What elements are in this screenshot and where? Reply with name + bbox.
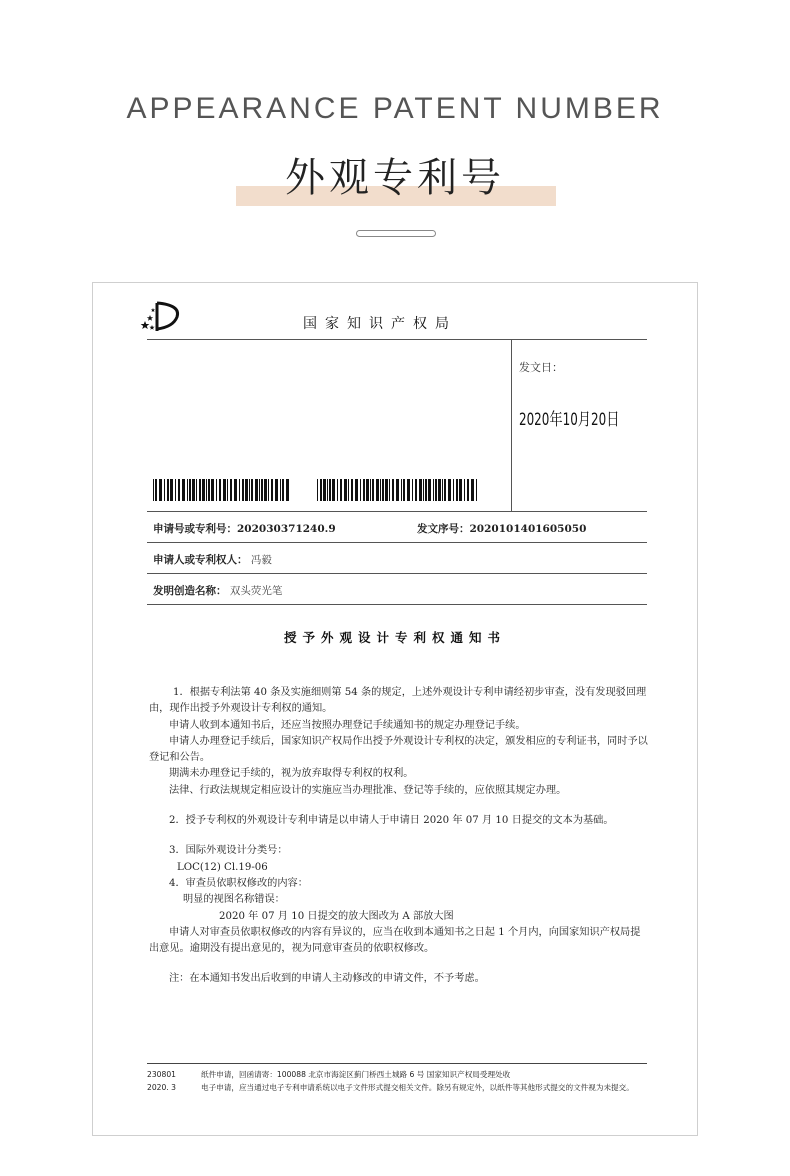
send-date-label: 发文日： — [519, 361, 563, 374]
english-title: APPEARANCE PATENT NUMBER — [126, 92, 664, 125]
paragraph: 申请人办理登记手续后，国家知识产权局作出授予外观设计专利权的决定，颁发相应的专利证书，同时予以登记和公告。 — [149, 735, 648, 764]
application-number: 202030371240.9 — [237, 523, 336, 535]
design-name-row — [153, 583, 282, 598]
paragraph: 期满未办理登记手续的，视为放弃取得专利权的权利。 — [169, 768, 414, 780]
divider-line — [147, 511, 647, 512]
paragraph: 4．审查员依职权修改的内容： — [169, 877, 308, 889]
paragraph: 注：在本通知书发出后收到的申请人主动修改的申请文件，不予考虑。 — [169, 973, 485, 985]
divider-line — [147, 542, 647, 543]
serial-number: 2020101401605050 — [469, 523, 587, 535]
serial-number-label: 发文序号： — [417, 523, 470, 535]
divider-line — [147, 604, 647, 605]
applicant-name: 冯毅 — [250, 554, 272, 566]
date-box-divider — [511, 339, 512, 511]
paragraph: 明显的视图名称错误： — [183, 894, 285, 906]
applicant-label: 申请人或专利权人： — [153, 554, 248, 566]
paragraph: 3．国际外观设计分类号： — [169, 845, 288, 857]
cnipa-logo-icon — [139, 299, 183, 333]
classification-code: LOC(12) Cl.19-06 — [177, 861, 268, 873]
notice-title: 授予外观设计专利权通知书 — [283, 630, 506, 645]
send-date-stamp: 2020年10月20日 — [519, 410, 620, 430]
electronic-application-note: 电子申请，应当通过电子专利申请系统以电子文件形式提交相关文件。除另有规定外，以纸件等其他形式提交的文件视为未提交。 — [201, 1082, 634, 1092]
applicant-row — [153, 552, 272, 567]
chinese-title: 外观专利号 — [285, 155, 505, 201]
footer-divider — [147, 1063, 647, 1064]
design-name: 双头荧光笔 — [229, 585, 283, 597]
application-number-row — [153, 521, 336, 536]
divider-line — [147, 573, 647, 574]
form-version: 2020. 3 — [147, 1082, 176, 1092]
paragraph: 2020 年 07 月 10 日提交的放大图改为 A 部放大图 — [219, 910, 454, 922]
paragraph: 2．授予专利权的外观设计专利申请是以申请人于申请日 2020 年 07 月 10 日提交的文本为基础。 — [169, 815, 614, 827]
design-name-label: 发明创造名称： — [153, 585, 227, 597]
notice-body — [149, 685, 649, 988]
barcode-right — [317, 479, 479, 501]
paragraph: 法律、行政法规规定相应设计的实施应当办理批准、登记等手续的，应依照其规定办理。 — [169, 784, 567, 796]
paragraph: 申请人对审查员依职权修改的内容有异议的，应当在收到本通知书之日起 1 个月内，向国家知识产权局提出意见。逾期没有提出意见的，视为同意审查员的依职权修改。 — [149, 926, 641, 955]
application-number-label: 申请号或专利号： — [153, 523, 237, 535]
form-code: 230801 — [147, 1070, 176, 1079]
paper-application-note: 纸件申请，回函请寄：100088 北京市海淀区蓟门桥西土城路 6 号 国家知识产权局受理处收 — [201, 1070, 511, 1079]
divider-line — [147, 339, 647, 340]
patent-notice-document — [92, 282, 698, 1136]
barcode-left — [153, 479, 289, 501]
office-name: 国家知识产权局 — [303, 316, 457, 332]
serial-number-row — [417, 521, 586, 536]
paragraph: 申请人收到本通知书后，还应当按照办理登记手续通知书的规定办理登记手续。 — [169, 719, 526, 731]
title-divider-pill — [356, 230, 436, 237]
paragraph: 1．根据专利法第 40 条及实施细则第 54 条的规定，上述外观设计专利申请经初步审查，没有发现驳回理由，现作出授予外观设计专利权的通知。 — [149, 687, 647, 715]
